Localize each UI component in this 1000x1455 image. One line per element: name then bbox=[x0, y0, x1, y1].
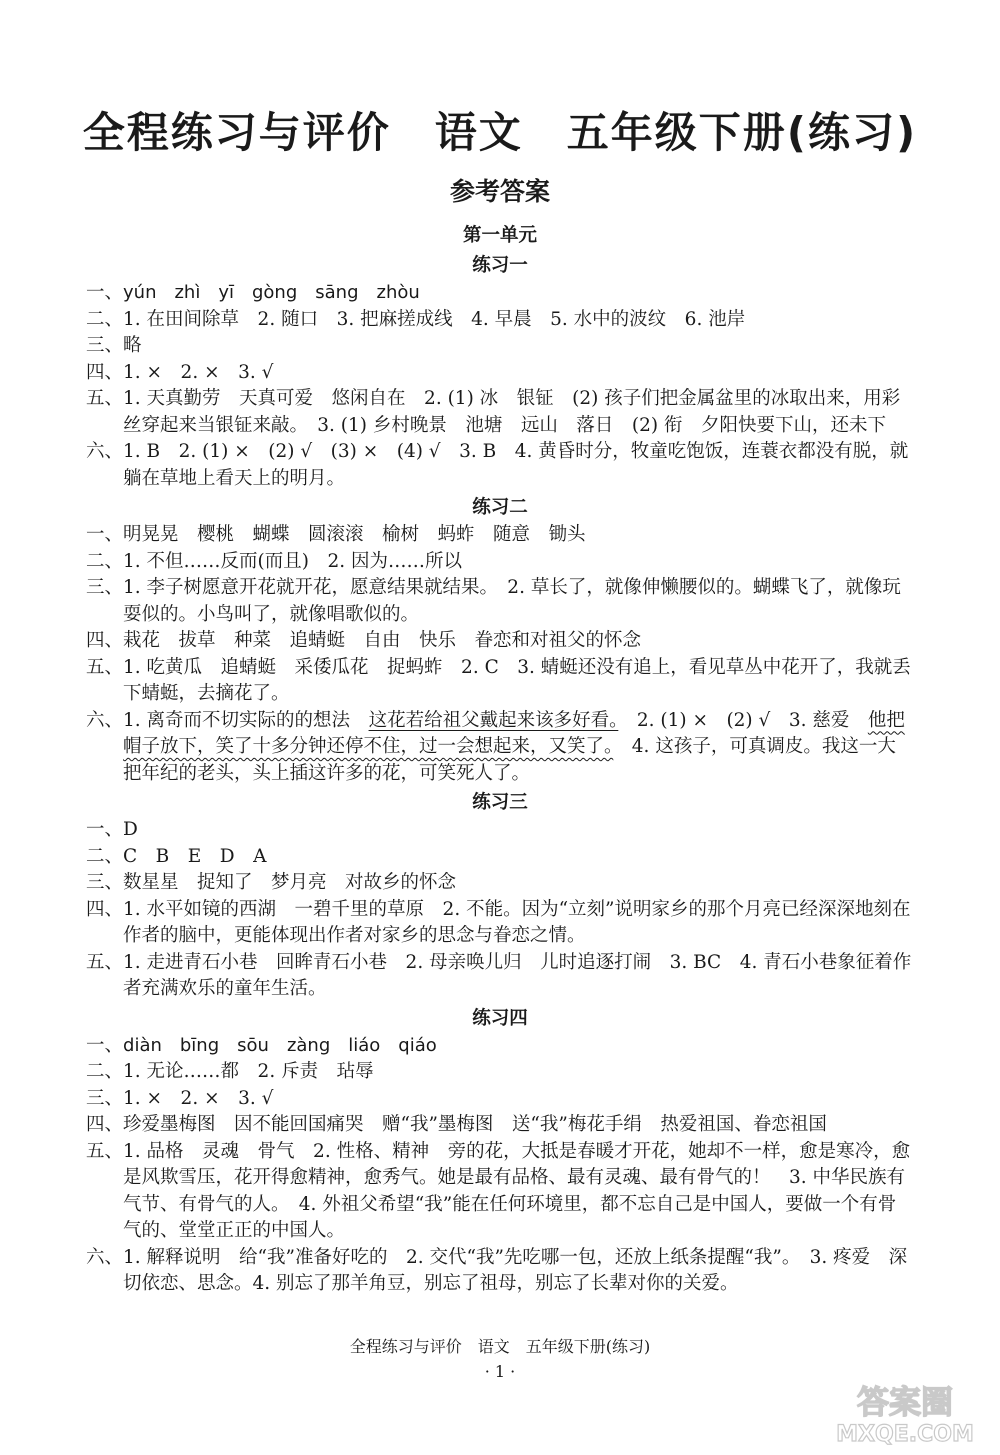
item-text: 栽花 拔草 种菜 追蜻蜓 自由 快乐 眷恋和对祖父的怀念 bbox=[123, 630, 642, 651]
item-marker: 二、 bbox=[86, 308, 124, 330]
item-text: 数星星 捉知了 梦月亮 对故乡的怀念 bbox=[123, 872, 457, 893]
item-text: yún zhì yī gòng sāng zhòu bbox=[123, 282, 420, 303]
item-marker: 四、 bbox=[86, 1114, 124, 1135]
item-marker: 一、 bbox=[86, 1034, 124, 1056]
item-marker: 四、 bbox=[86, 898, 124, 920]
item-marker: 三、 bbox=[86, 1087, 124, 1109]
footer-title: 全程练习与评价 语文 五年级下册(练习) bbox=[349, 1337, 651, 1356]
wavy-underlined-answer: 他把帽子放下，笑了十多分钟还停不住，过一会想起来，又笑了。 bbox=[123, 709, 905, 757]
answer-item bbox=[86, 870, 914, 897]
item-text: C B E D A bbox=[123, 845, 267, 867]
section-title: 练习三 bbox=[472, 792, 528, 813]
page-title: 全程练习与评价 语文 五年级下册(练习) bbox=[82, 108, 918, 157]
item-text: 1. 解释说明 给“我”准备好吃的 2. 交代“我”先吃哪一包，还放上纸条提醒“我”。 3. 疼爱 深切依恋、思念。4. 别忘了那羊角豆，别忘了祖母，别忘了长辈对你的关爱。 bbox=[123, 1246, 908, 1294]
answer-item bbox=[86, 844, 914, 871]
answer-item bbox=[86, 549, 914, 576]
answer-item bbox=[86, 575, 914, 628]
answer-item bbox=[86, 386, 914, 439]
item-marker: 五、 bbox=[86, 656, 124, 678]
page-subtitle: 参考答案 bbox=[449, 177, 550, 206]
item-text: 1. × 2. × 3. √ bbox=[123, 361, 274, 383]
item-marker: 五、 bbox=[86, 1140, 124, 1162]
item-text: diàn bīng sōu zàng liáo qiáo bbox=[123, 1034, 437, 1056]
item-text: 1. 无论……都 2. 斥责 玷辱 bbox=[123, 1061, 374, 1082]
item-text: 略 bbox=[123, 335, 142, 356]
answer-content bbox=[86, 222, 914, 1298]
answer-item bbox=[86, 1059, 914, 1086]
item-text: 1. × 2. × 3. √ bbox=[123, 1087, 274, 1109]
item-marker: 五、 bbox=[86, 388, 124, 409]
item-marker: 三、 bbox=[86, 577, 124, 598]
section-exercise-4 bbox=[86, 1005, 914, 1298]
section-title: 练习二 bbox=[472, 497, 528, 518]
answer-item bbox=[86, 439, 914, 492]
section-exercise-1 bbox=[86, 252, 914, 492]
watermark-logo bbox=[830, 1375, 980, 1447]
item-marker: 六、 bbox=[86, 441, 124, 462]
answer-item bbox=[86, 1033, 914, 1060]
answer-item bbox=[86, 950, 914, 1003]
answer-item bbox=[86, 1245, 914, 1298]
answer-item bbox=[86, 1112, 914, 1139]
page-number: · 1 · bbox=[484, 1362, 516, 1381]
item-text-part: 1. 离奇而不切实际的的想法 bbox=[123, 709, 369, 731]
item-marker: 三、 bbox=[86, 335, 124, 356]
answer-item bbox=[86, 522, 914, 549]
answer-item bbox=[86, 1086, 914, 1113]
item-text: D bbox=[123, 819, 138, 840]
item-marker: 三、 bbox=[86, 872, 124, 893]
item-text: 明晃晃 樱桃 蝴蝶 圆滚滚 榆树 蚂蚱 随意 锄头 bbox=[123, 524, 586, 545]
section-exercise-3 bbox=[86, 789, 914, 1003]
item-text bbox=[123, 708, 914, 788]
item-text: 1. 吃黄瓜 追蜻蜓 采倭瓜花 捉蚂蚱 2. C 3. 蜻蜓还没有追上，看见草丛中花开了，我就丢下蜻蜓，去摘花了。 bbox=[123, 656, 911, 704]
answer-item bbox=[86, 333, 914, 360]
answer-item bbox=[86, 360, 914, 387]
answer-item bbox=[86, 280, 914, 307]
answer-item bbox=[86, 628, 914, 655]
item-marker: 二、 bbox=[86, 550, 124, 572]
item-text: 1. 天真勤劳 天真可爱 悠闲自在 2. (1) 冰 银钲 (2) 孩子们把金属盆里的冰取出来，用彩丝穿起来当银钲来敲。 3. (1) 乡村晚景 池塘 远山 落日 (2) 衔 夕阳快要下山，还未下 bbox=[123, 388, 901, 436]
item-text: 1. B 2. (1) × (2) √ (3) × (4) √ 3. B 4. 黄昏时分，牧童吃饱饭，连蓑衣都没有脱，就躺在草地上看天上的明月。 bbox=[123, 441, 909, 489]
item-text: 1. 走进青石小巷 回眸青石小巷 2. 母亲唤儿归 儿时追逐打闹 3. BC 4. 青石小巷象征着作者充满欢乐的童年生活。 bbox=[123, 951, 912, 999]
item-marker: 一、 bbox=[86, 282, 124, 303]
answer-item bbox=[86, 817, 914, 844]
svg-text:答案圈: 答案圈 bbox=[856, 1383, 954, 1421]
section-title: 练习四 bbox=[472, 1007, 528, 1029]
item-marker: 二、 bbox=[86, 845, 124, 867]
item-marker: 六、 bbox=[86, 709, 124, 731]
item-marker: 四、 bbox=[86, 630, 124, 651]
item-text-part: 4. 这孩子，可真调皮。我这一大把年纪的老头，头上插这许多的花，可笑死人了。 bbox=[123, 736, 896, 784]
item-text: 1. 水平如镜的西湖 一碧千里的草原 2. 不能。因为“立刻”说明家乡的那个月亮已经深深地刻在作者的脑中，更能体现出作者对家乡的思念与眷恋之情。 bbox=[123, 898, 911, 946]
section-title: 练习一 bbox=[472, 255, 528, 276]
item-marker: 一、 bbox=[86, 819, 124, 840]
underlined-answer: 这花若给祖父戴起来该多好看。 bbox=[368, 709, 619, 731]
item-text: 1. 品格 灵魂 骨气 2. 性格、精神 旁的花，大抵是春暖才开花，她却不一样，愈是寒冷，愈是风欺雪压，花开得愈精神，愈秀气。她是最有品格、最有灵魂、最有骨气的！ 3. 中华民族有气节、有骨气的人。 4. 外祖父希望“我”能在任何环境里，都不忘自己是中国人，要做一个有骨气的、堂堂正正的中国人。 bbox=[123, 1140, 911, 1241]
item-text: 1. 不但……反而(而且) 2. 因为……所以 bbox=[123, 550, 463, 572]
item-text: 珍爱墨梅图 因不能回国痛哭 赠“我”墨梅图 送“我”梅花手绢 热爱祖国、眷恋祖国 bbox=[123, 1114, 827, 1135]
answer-item bbox=[86, 897, 914, 950]
item-marker: 四、 bbox=[86, 361, 124, 383]
svg-text:MXQE.COM: MXQE.COM bbox=[836, 1422, 974, 1447]
item-marker: 六、 bbox=[86, 1246, 124, 1268]
section-exercise-2 bbox=[86, 494, 914, 787]
item-text-part: 2. (1) × (2) √ 3. 慈爱 bbox=[618, 709, 868, 731]
answer-item bbox=[86, 1139, 914, 1245]
answer-item bbox=[86, 708, 914, 788]
item-text: 1. 在田间除草 2. 随口 3. 把麻搓成线 4. 早晨 5. 水中的波纹 6. 池岸 bbox=[123, 308, 746, 330]
item-marker: 一、 bbox=[86, 524, 124, 545]
item-marker: 二、 bbox=[86, 1061, 124, 1082]
answer-item bbox=[86, 307, 914, 334]
answer-item bbox=[86, 655, 914, 708]
item-text: 1. 李子树愿意开花就开花，愿意结果就结果。 2. 草长了，就像伸懒腰似的。蝴蝶飞了，就像玩耍似的。小鸟叫了，就像唱歌似的。 bbox=[123, 577, 901, 625]
unit-title: 第一单元 bbox=[462, 225, 537, 246]
item-marker: 五、 bbox=[86, 951, 124, 973]
